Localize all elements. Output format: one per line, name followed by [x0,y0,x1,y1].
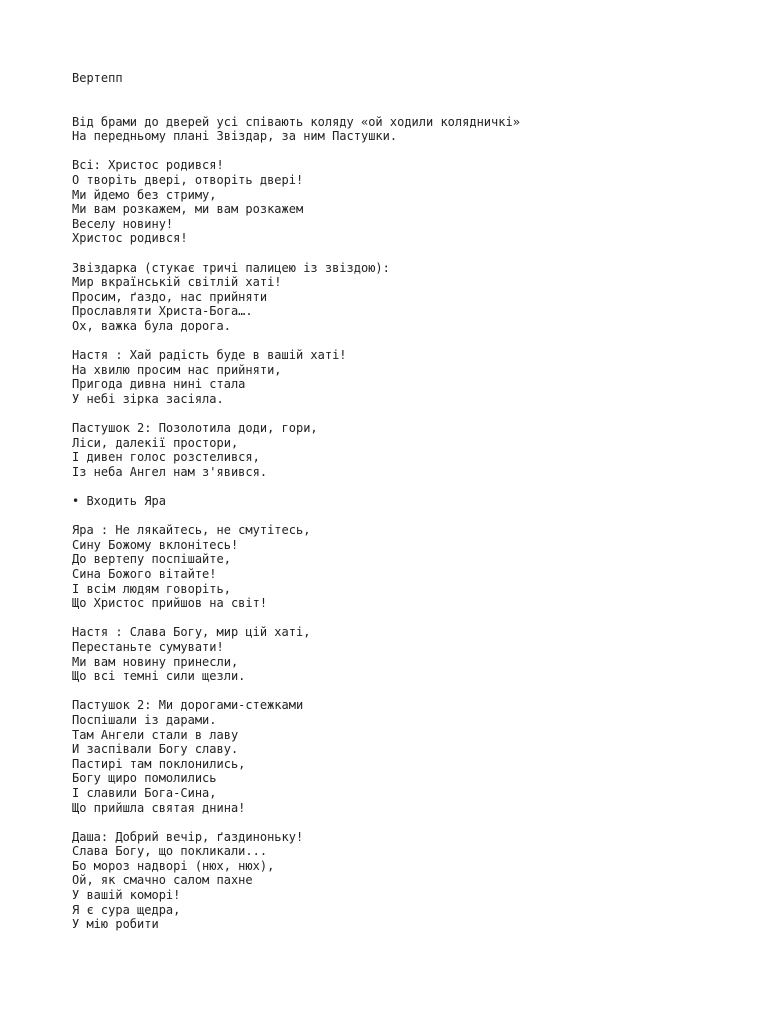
text-line: У небі зірка засіяла. [72,391,224,406]
text-line: О творіть двері, отворіть двері! [72,172,304,187]
text-line: Пригода дивна нині стала [72,377,246,392]
text-block [72,494,752,509]
text-line: Всі: Христос родився! [72,158,224,173]
text-line: І дивен голос розстелився, [72,450,260,465]
text-line: Прославляти Христа-Бога…. [72,304,253,319]
text-line: • Входить Яра [72,494,166,509]
text-line: Пастушок 2: Позолотила доди, гори, [72,421,318,436]
text-line: Настя : Хай радість буде в вашій хаті! [72,348,347,363]
text-line: Богу щиро помолились [72,771,217,786]
text-line: Сину Божому вклонітесь! [72,537,239,552]
text-line: Бо мороз надворі (нюх, нюх), [72,858,275,873]
text-line: Що прийшла святая днина! [72,800,246,815]
text-line: Пастирі там поклонились, [72,756,246,771]
text-line: Ми йдемо без стриму, [72,187,217,202]
text-line: До вертепу поспішайте, [72,552,231,567]
text-line: Там Ангели стали в лаву [72,727,239,742]
text-block [72,348,752,406]
text-line: Перестаньте сумувати! [72,639,224,654]
text-line: Ох, важка була дорога. [72,318,231,333]
text-block [72,421,752,479]
text-line: Настя : Слава Богу, мир цій хаті, [72,625,311,640]
document-title: Вертепп [72,71,123,85]
text-line: Від брами до дверей усі співають коляду «ой ходили колядничкі» [72,114,520,129]
document-page [72,71,752,946]
text-line: Ой, як смачно салом пахне [72,873,253,888]
text-line: На передньому плані Звіздар, за ним Пастушки. [72,129,398,144]
text-line: И заспівали Богу славу. [72,742,239,757]
text-line: Веселу новину! [72,216,174,231]
text-line: Христос родився! [72,231,188,246]
text-line: Поспішали із дарами. [72,712,217,727]
script-body [72,115,752,932]
text-line: Слава Богу, що покликали... [72,844,268,859]
text-line: Ліси, далекії простори, [72,435,239,450]
text-block [72,158,752,246]
text-line: І славили Бога-Сина, [72,785,217,800]
text-block [72,625,752,683]
text-line: Із неба Ангел нам з'явився. [72,464,268,479]
text-block [72,698,752,815]
text-line: На хвилю просим нас прийняти, [72,362,282,377]
text-block [72,261,752,334]
text-line: Мир вкраїнській світлій хаті! [72,275,282,290]
text-block [72,115,752,144]
text-line: Я є сура щедра, [72,902,181,917]
text-block [72,830,752,932]
text-line: У вашій коморі! [72,888,181,903]
text-line: Сина Божого вітайте! [72,567,217,581]
text-line: Що Христос прийшов на світ! [72,596,268,611]
text-line: У мію робити [72,917,159,932]
text-line: Що всі темні сили щезли. [72,669,246,684]
text-line: Яра : Не лякайтесь, не смутітесь, [72,523,311,538]
text-line: Просим, ґаздо, нас прийняти [72,289,268,304]
text-line: Звіздарка (стукає тричі палицею із звіздою): [72,260,390,275]
text-line: І всім людям говоріть, [72,581,231,596]
text-line: Ми вам новину принесли, [72,654,239,669]
text-line: Ми вам розкажем, ми вам розкажем [72,202,304,217]
text-block [72,523,752,611]
text-line: Пастушок 2: Ми дорогами-стежками [72,698,304,713]
text-line: Даша: Добрий вечір, ґаздиноньку! [72,829,304,844]
